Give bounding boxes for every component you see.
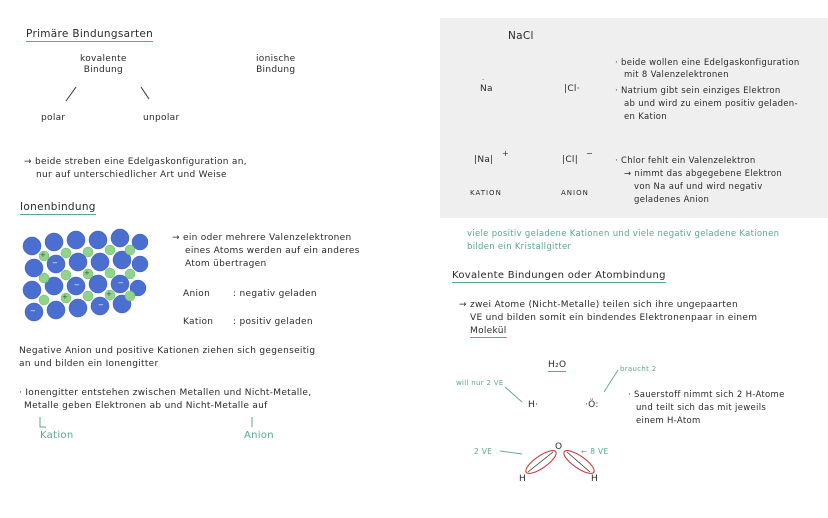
kov-desc-2: VE und bilden somit ein bindendes Elektronenpaar in einem [470, 313, 758, 323]
bullet-chlor-3: von Na auf und wird negativ [634, 182, 763, 192]
bullet-natrium: · Natrium gibt sein einziges Elektron [615, 86, 781, 96]
title-ionenbindung: Ionenbindung [20, 201, 96, 213]
note-edelgas-2: nur auf unterschiedlicher Art und Weise [36, 170, 227, 180]
bullet-edelgas-2: mit 8 Valenzelektronen [624, 70, 729, 80]
title-kovalente-bindung: Kovalente Bindungen oder Atombindung [452, 270, 666, 281]
anion-value: : negativ geladen [233, 289, 317, 299]
minus-sign: − [30, 307, 36, 315]
ion-desc-1: → ein oder mehrere Valenzelektronen [172, 233, 352, 243]
kation-label: Kation [183, 317, 214, 327]
anion-label: Anion [183, 289, 211, 299]
bullet-natrium-3: en Kation [624, 112, 667, 122]
label-2-ve: 2 VE [474, 447, 493, 456]
note-edelgas: → beide streben eine Edelgaskonfiguration an, [24, 157, 247, 167]
bullet-natrium-2: ab und wird zu einem positiv geladen- [624, 99, 798, 109]
h-right: H [591, 474, 599, 484]
anion-caption: ANION [561, 189, 589, 197]
h-dot-symbol: H· [528, 400, 539, 410]
sauerstoff-1: · Sauerstoff nimmt sich 2 H-Atome [628, 390, 785, 400]
cl-ion-charge: − [586, 149, 594, 158]
o-dot-symbol: ·Ö: [585, 400, 599, 410]
plus-sign: + [106, 290, 112, 298]
o-center: O [555, 442, 563, 452]
label-polar: polar [41, 113, 66, 123]
label-8-ve: ← 8 VE [581, 447, 609, 456]
plus-sign: + [40, 251, 46, 259]
para-ionengitter: · Ionengitter entstehen zwischen Metallen und Nicht-Metalle, [19, 388, 312, 398]
note-braucht: braucht 2 [620, 365, 657, 373]
bullet-edelgas: · beide wollen eine Edelgaskonfiguration [615, 58, 800, 68]
cl-ion: |Cl| [562, 155, 579, 165]
label-unpolar: unpolar [143, 113, 180, 123]
cl-symbol: |Cl· [564, 84, 580, 94]
minus-sign: − [118, 279, 124, 287]
green-kristallgitter: viele positiv geladene Kationen und viele negativ geladene Kationen [467, 229, 780, 239]
title-primaere-bindungsarten: Primäre Bindungsarten [26, 28, 154, 40]
ion-desc-2: eines Atoms werden auf ein anderes [185, 246, 360, 256]
h-left: H [519, 474, 527, 484]
para-ionengitter-2: Metalle geben Elektronen ab und Nicht-Metalle auf [24, 401, 268, 411]
ion-desc-3: Atom übertragen [185, 259, 267, 269]
plus-sign: + [62, 293, 68, 301]
kation-value: : positiv geladen [233, 317, 313, 327]
green-kristallgitter-2: bilden ein Kristallgitter [467, 242, 572, 252]
label-kovalente-bindung: kovalente Bindung [80, 54, 127, 75]
sauerstoff-3: einem H-Atom [636, 416, 701, 426]
note-will-nur: will nur 2 VE [456, 379, 504, 387]
bullet-chlor-4: geladenes Anion [634, 195, 710, 205]
na-ion-charge: + [502, 149, 510, 158]
minus-sign: − [52, 259, 58, 267]
anion-green: Anion [244, 430, 274, 441]
bullet-chlor: · Chlor fehlt ein Valenzelektron [615, 156, 756, 166]
label-ionische-bindung: ionische Bindung [256, 54, 296, 75]
para-anion-kation-2: an und bilden ein Ionengitter [19, 359, 159, 369]
minus-sign: − [74, 281, 80, 289]
kov-desc-3: Molekül [470, 326, 507, 336]
minus-sign: − [98, 301, 104, 309]
kation-green: Kation [40, 430, 74, 441]
h2o-title: H₂O [548, 360, 567, 370]
para-anion-kation: Negative Anion und positive Kationen ziehen sich gegenseitig [19, 346, 316, 356]
kov-desc-1: → zwei Atome (Nicht-Metalle) teilen sich ihre ungepaarten [459, 300, 738, 310]
na-symbol: Na [480, 84, 493, 94]
kation-caption: KATION [470, 189, 502, 197]
na-dot: · [482, 76, 485, 84]
sauerstoff-2: und teilt sich das mit jeweils [636, 403, 767, 413]
nacl-title: NaCl [508, 30, 534, 42]
plus-sign: + [84, 269, 90, 277]
na-ion: |Na| [474, 155, 494, 165]
bullet-chlor-2: → nimmt das abgegebene Elektron [624, 169, 783, 179]
